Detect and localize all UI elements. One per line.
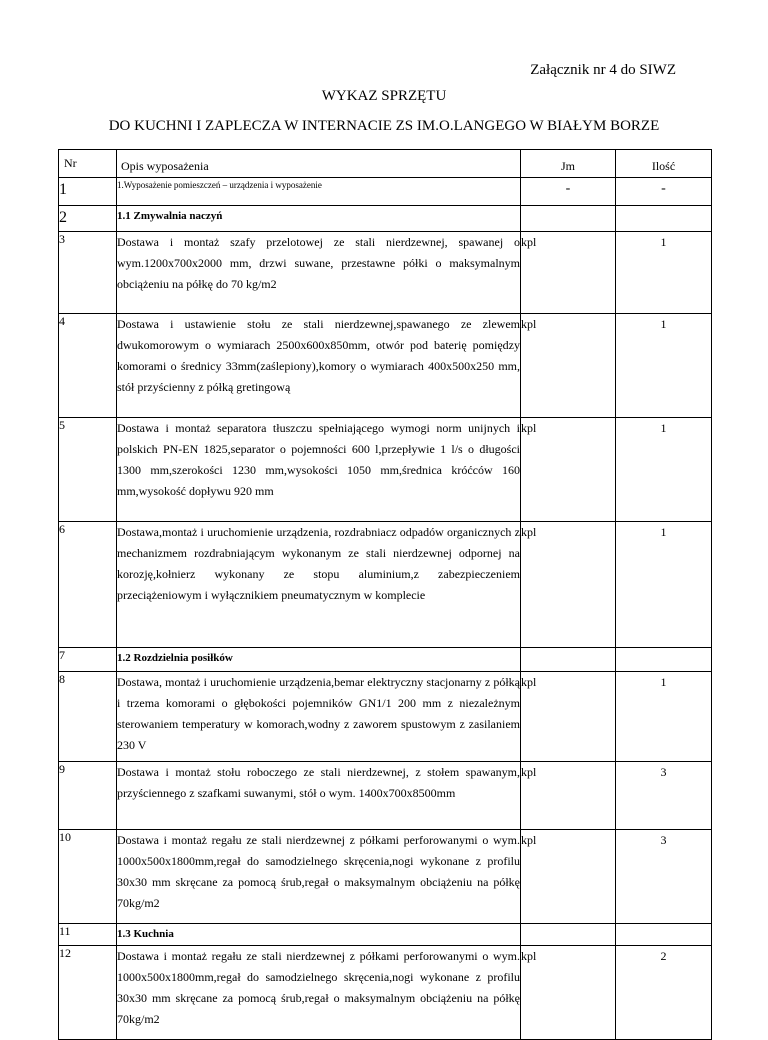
row-unit: kpl [521,830,616,924]
row-quantity: 3 [616,830,712,924]
row-quantity: 2 [616,946,712,1040]
row-number: 7 [59,648,117,672]
row-unit: kpl [521,314,616,418]
row-description: 1.Wyposażenie pomieszczeń – urządzenia i wyposażenie [117,178,521,206]
table-row [59,762,712,830]
column-header-opis: Opis wyposażenia [117,150,521,178]
table-row [59,314,712,418]
row-quantity: 1 [616,522,712,648]
row-quantity: 1 [616,232,712,314]
row-description: Dostawa i ustawienie stołu ze stali nierdzewnej,spawanego ze zlewem dwukomorowym o wymiarach 2500x600x850mm, otwór pod baterię pomiędzy komorami o średnicy 33mm(zaślepiony),komory o wymiarach 400x500x250 mm, stół przyścienny z półką gretingową [117,314,521,418]
table-row [59,178,712,206]
row-unit [521,924,616,946]
row-unit: kpl [521,232,616,314]
row-unit: kpl [521,522,616,648]
row-number: 1 [59,178,117,206]
table-row [59,232,712,314]
row-unit: kpl [521,946,616,1040]
section-title: 1.2 Rozdzielnia posiłków [117,648,521,672]
row-number: 12 [59,946,117,1040]
row-description: Dostawa i montaż stołu roboczego ze stali nierdzewnej, z stołem spawanym, przyściennego z szafkami suwanymi, stół o wym. 1400x700x8500mm [117,762,521,830]
row-number: 2 [59,206,117,232]
section-title: 1.1 Zmywalnia naczyń [117,206,521,232]
row-description: Dostawa, montaż i uruchomienie urządzenia,bemar elektryczny stacjonarny z półką i trzema komorami o głębokości pojemników GN1/1 200 mm z niezależnym sterowaniem temperatury w komorach,wodny z zaworem spustowym z zasilaniem 230 V [117,672,521,762]
row-number: 10 [59,830,117,924]
row-unit [521,648,616,672]
table-row [59,946,712,1040]
column-header-nr: Nr [59,150,117,178]
row-unit [521,206,616,232]
table-header-row [59,150,712,178]
row-description: Dostawa,montaż i uruchomienie urządzenia, rozdrabniacz odpadów organicznych z mechanizmem rozdrabniającym wykonanym ze stali nierdzewnej odpornej na korozję,kołnierz wykonany ze stopu aluminium,z zabezpieczeniem przeciążeniowym i wyłącznikiem pneumatycznym w komplecie [117,522,521,648]
table-row [59,672,712,762]
row-number: 6 [59,522,117,648]
row-number: 5 [59,418,117,522]
row-quantity: - [616,178,712,206]
row-description: Dostawa i montaż separatora tłuszczu spełniającego wymogi norm unijnych i polskich PN-EN 1825,separator o pojemności 600 l,przepływie 1 l/s o długości 1300 mm,szerokości 1230 mm,wysokości 1050 mm,średnica króćców 160 mm,wysokość dopływu 920 mm [117,418,521,522]
row-number: 4 [59,314,117,418]
row-quantity: 1 [616,672,712,762]
row-quantity [616,648,712,672]
row-description: Dostawa i montaż regału ze stali nierdzewnej z półkami perforowanymi o wym. 1000x500x1800mm,regał do samodzielnego skręcenia,nogi wykonane z profilu 30x30 mm skręcane za pomocą śrub,regał o maksymalnym obciążeniu na półkę 70kg/m2 [117,830,521,924]
annex-label: Załącznik nr 4 do SIWZ [530,62,676,78]
row-description: Dostawa i montaż szafy przelotowej ze stali nierdzewnej, spawanej o wym.1200x700x2000 mm, drzwi suwane, przestawne półki o maksymalnym obciążeniu na półkę do 70 kg/m2 [117,232,521,314]
row-quantity: 1 [616,418,712,522]
row-unit: kpl [521,672,616,762]
row-quantity: 1 [616,314,712,418]
column-header-ilosc: Ilość [616,150,712,178]
row-unit: - [521,178,616,206]
row-number: 11 [59,924,117,946]
document-title: WYKAZ SPRZĘTU [321,88,447,104]
section-row [59,924,712,946]
table-row [59,522,712,648]
equipment-table [58,149,712,1040]
column-header-jm: Jm [521,150,616,178]
section-title: 1.3 Kuchnia [117,924,521,946]
row-quantity [616,924,712,946]
row-unit: kpl [521,418,616,522]
row-unit: kpl [521,762,616,830]
section-row [59,648,712,672]
row-number: 3 [59,232,117,314]
row-number: 8 [59,672,117,762]
row-number: 9 [59,762,117,830]
table-row [59,830,712,924]
section-row [59,206,712,232]
row-quantity [616,206,712,232]
table-row [59,418,712,522]
row-description: Dostawa i montaż regału ze stali nierdzewnej z półkami perforowanymi o wym. 1000x500x1800mm,regał do samodzielnego skręcenia,nogi wykonane z profilu 30x30 mm skręcane za pomocą śrub,regał o maksymalnym obciążeniu na półkę 70kg/m2 [117,946,521,1040]
row-quantity: 3 [616,762,712,830]
document-subtitle: DO KUCHNI I ZAPLECZA W INTERNACIE ZS IM.O.LANGEGO W BIAŁYM BORZE [108,118,660,134]
